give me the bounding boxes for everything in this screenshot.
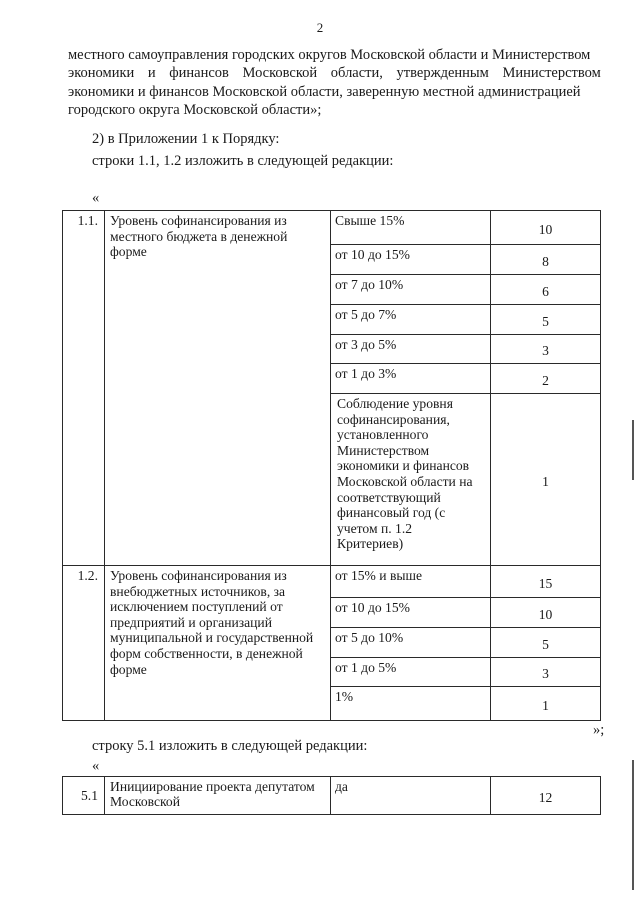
option-score: 10 xyxy=(491,598,601,628)
intro-line: городского округа Московской области»; xyxy=(68,102,322,119)
item-2-heading: 2) в Приложении 1 к Порядку: xyxy=(92,131,280,147)
row-number: 1.1. xyxy=(63,211,105,566)
option-score: 10 xyxy=(491,211,601,245)
option-label: от 10 до 15% xyxy=(331,245,491,275)
scan-edge-mark xyxy=(632,760,634,890)
page-number: 2 xyxy=(316,20,324,35)
option-score: 3 xyxy=(491,335,601,364)
row-number: 1.2. xyxy=(63,566,105,721)
row-number: 5.1 xyxy=(63,777,105,815)
option-label: 1% xyxy=(331,687,491,721)
option-label: от 15% и выше xyxy=(331,566,491,598)
option-label: от 7 до 10% xyxy=(331,275,491,305)
option-score: 5 xyxy=(491,305,601,335)
open-quote-2: « xyxy=(92,758,100,774)
option-score: 15 xyxy=(491,566,601,598)
row-51-instruction: строку 5.1 изложить в следующей редакции: xyxy=(92,738,368,754)
option-label: да xyxy=(331,777,491,815)
criteria-table-5-1 xyxy=(62,776,601,815)
scan-edge-mark xyxy=(632,420,634,480)
option-score: 1 xyxy=(491,687,601,721)
intro-paragraph xyxy=(68,46,614,120)
option-label: от 5 до 10% xyxy=(331,628,491,658)
option-label: от 1 до 3% xyxy=(331,364,491,394)
option-score: 2 xyxy=(491,364,601,394)
option-label: Соблюдение уровня софинансирования, установленного Министерством экономики и финансов Московской области на соответствующий финансовый год (с учетом п. 1.2 Критериев) xyxy=(331,394,491,566)
option-label: от 1 до 5% xyxy=(331,658,491,687)
option-score: 6 xyxy=(491,275,601,305)
option-label: от 5 до 7% xyxy=(331,305,491,335)
intro-line: местного самоуправления городских округов Московской области и Министерством xyxy=(68,47,591,63)
option-score: 1 xyxy=(491,394,601,566)
criterion-text: Уровень софинансирования из внебюджетных источников, за исключением поступлений от предприятий и организаций муниципальной и государственной форм собственности, в денежной форме xyxy=(105,566,331,721)
criterion-text: Уровень софинансирования из местного бюджета в денежной форме xyxy=(105,211,331,566)
intro-line: экономики и финансов Московской области, заверенную местной администрацией xyxy=(68,83,581,100)
close-quote: »; xyxy=(593,722,605,738)
criteria-table xyxy=(62,210,601,721)
option-label: от 3 до 5% xyxy=(331,335,491,364)
option-score: 3 xyxy=(491,658,601,687)
option-label: от 10 до 15% xyxy=(331,598,491,628)
criterion-text: Инициирование проекта депутатом Московской xyxy=(105,777,331,815)
intro-line: экономики и финансов Московской области, утвержденным Министерством xyxy=(68,65,601,82)
option-score: 8 xyxy=(491,245,601,275)
option-score: 5 xyxy=(491,628,601,658)
option-score: 12 xyxy=(491,777,601,815)
open-quote: « xyxy=(92,190,100,206)
rows-instruction: строки 1.1, 1.2 изложить в следующей редакции: xyxy=(92,153,394,169)
option-label: Свыше 15% xyxy=(331,211,491,245)
